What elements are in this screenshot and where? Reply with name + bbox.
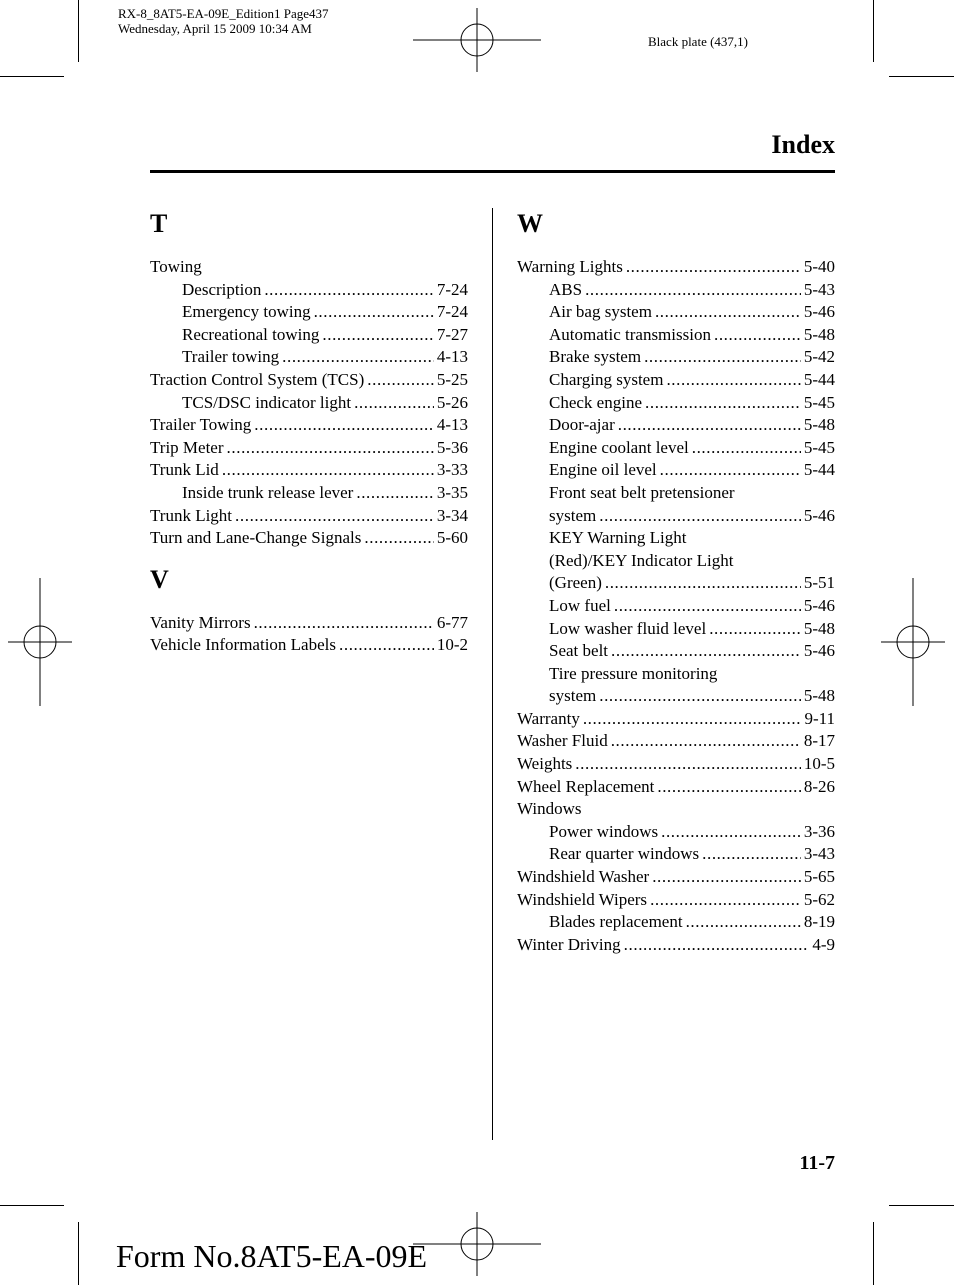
entry-text: system: [549, 686, 597, 706]
entry-page-ref: 5-51: [803, 573, 835, 593]
entry-text: Trailer Towing: [150, 415, 252, 435]
dot-leader: [605, 572, 801, 595]
dot-leader: [626, 256, 801, 279]
dot-leader: [585, 279, 801, 302]
dot-leader: [666, 369, 800, 392]
crop-mark-top-right-h: [889, 76, 954, 77]
entry-text: Windows: [517, 799, 582, 819]
entry-text: KEY Warning Light: [549, 528, 687, 548]
index-subentry: [150, 301, 468, 324]
entry-list: [517, 256, 835, 956]
index-subentry: [517, 821, 835, 844]
entry-text: Seat belt: [549, 641, 609, 661]
dot-leader: [702, 843, 801, 866]
index-subentry: [517, 392, 835, 415]
entry-page-ref: 5-45: [803, 392, 835, 412]
registration-mark-right: [881, 578, 945, 706]
entry-text: (Red)/KEY Indicator Light: [549, 550, 734, 570]
entry-page-ref: 7-24: [436, 279, 468, 299]
dot-leader: [692, 437, 801, 460]
header-rule: [150, 170, 835, 173]
registration-mark-left: [8, 578, 72, 706]
entry-page-ref: 5-40: [803, 257, 835, 276]
dot-leader: [356, 482, 433, 505]
entry-text: Front seat belt pretensioner: [549, 482, 735, 502]
dot-leader: [660, 459, 801, 482]
dot-leader: [282, 346, 434, 369]
entry-text: Trailer towing: [182, 347, 280, 367]
form-number: Form No.8AT5-EA-09E: [116, 1238, 428, 1274]
entry-text: Air bag system: [549, 302, 652, 322]
index-subentry: [517, 527, 835, 550]
index-entry: [517, 256, 835, 279]
dot-leader: [709, 618, 801, 641]
index-letter: T: [150, 209, 168, 238]
index-letter: V: [150, 564, 169, 594]
entry-text: Automatic transmission: [549, 324, 711, 344]
index-group-t: [150, 208, 468, 550]
index-subentry: [517, 663, 835, 686]
entry-page-ref: 5-46: [803, 302, 835, 322]
entry-page-ref: 5-43: [803, 279, 835, 299]
dot-leader: [227, 437, 434, 460]
dot-leader: [655, 301, 801, 324]
entry-page-ref: 5-48: [803, 324, 835, 344]
dot-leader: [614, 595, 801, 618]
entry-text: Engine oil level: [549, 460, 657, 480]
index-subentry: [517, 279, 835, 302]
entry-text: Trip Meter: [150, 437, 224, 457]
entry-page-ref: 5-36: [436, 437, 468, 457]
dot-leader: [714, 324, 801, 347]
entry-page-ref: 3-43: [803, 844, 835, 864]
entry-text: Emergency towing: [182, 302, 311, 322]
index-subentry: [517, 301, 835, 324]
entry-page-ref: 6-77: [436, 612, 468, 632]
entry-page-ref: 10-5: [803, 754, 835, 774]
dot-leader: [222, 459, 434, 482]
index-subentry: [517, 572, 835, 595]
index-entry: [517, 866, 835, 889]
entry-page-ref: 5-44: [803, 369, 835, 389]
index-entry: [517, 708, 835, 731]
entry-text: (Green): [549, 573, 602, 593]
entry-text: system: [549, 505, 597, 525]
index-entry: [150, 634, 468, 657]
index-subentry: [517, 459, 835, 482]
entry-page-ref: 3-36: [803, 821, 835, 841]
registration-mark-top: [413, 8, 541, 72]
dot-leader: [652, 866, 801, 889]
entry-text: Turn and Lane-Change Signals: [150, 528, 362, 548]
entry-page-ref: 3-35: [436, 482, 468, 502]
entry-text: Washer Fluid: [517, 731, 608, 751]
entry-text: Traction Control System (TCS): [150, 369, 365, 389]
entry-page-ref: 5-25: [436, 369, 468, 389]
entry-list: [150, 256, 468, 550]
dot-leader: [235, 505, 434, 528]
entry-page-ref: 5-46: [803, 595, 835, 615]
entry-page-ref: 5-46: [803, 641, 835, 661]
entry-page-ref: 5-48: [803, 686, 835, 706]
entry-page-ref: 5-62: [803, 889, 835, 909]
dot-leader: [339, 634, 434, 657]
registration-mark-bottom: [413, 1212, 541, 1276]
left-column: [150, 208, 468, 657]
crop-mark-top-left-h: [0, 76, 64, 77]
entry-page-ref: 5-48: [803, 415, 835, 435]
dot-leader: [644, 346, 801, 369]
entry-page-ref: 8-26: [803, 776, 835, 796]
entry-page-ref: 5-44: [803, 460, 835, 480]
entry-text: Weights: [517, 754, 573, 774]
entry-text: Description: [182, 279, 262, 299]
entry-page-ref: 4-9: [812, 934, 835, 954]
index-entry: [150, 256, 468, 279]
dot-leader: [686, 911, 801, 934]
entry-text: Inside trunk release lever: [182, 482, 354, 502]
column-divider: [492, 208, 493, 1140]
dot-leader: [254, 414, 434, 437]
dot-leader: [314, 301, 434, 324]
entry-text: Windshield Washer: [517, 867, 650, 887]
print-job-line: RX-8_8AT5-EA-09E_Edition1 Page437: [118, 6, 329, 21]
index-group-w: [517, 208, 835, 956]
index-subentry: [150, 392, 468, 415]
index-subentry: [517, 595, 835, 618]
dot-leader: [611, 730, 801, 753]
entry-page-ref: 5-42: [803, 347, 835, 367]
entry-text: Door-ajar: [549, 415, 615, 435]
entry-page-ref: 3-33: [436, 460, 468, 480]
dot-leader: [575, 753, 801, 776]
index-entry: [150, 527, 468, 550]
entry-list: [150, 612, 468, 657]
index-entry: [517, 730, 835, 753]
dot-leader: [618, 414, 801, 437]
entry-text: Low fuel: [549, 595, 611, 615]
index-subentry: [150, 346, 468, 369]
entry-text: Trunk Lid: [150, 460, 219, 480]
plate-label: Black plate (437,1): [648, 34, 748, 49]
crop-mark-top-right-v: [873, 0, 874, 62]
dot-leader: [264, 279, 434, 302]
dot-leader: [657, 776, 800, 799]
entry-text: Brake system: [549, 347, 642, 367]
entry-text: Vanity Mirrors: [150, 612, 251, 632]
page-number: 11-7: [799, 1152, 835, 1174]
entry-text: Windshield Wipers: [517, 889, 648, 909]
entry-text: Towing: [150, 257, 202, 276]
dot-leader: [650, 889, 801, 912]
entry-text: Check engine: [549, 392, 642, 412]
entry-page-ref: 10-2: [436, 635, 468, 655]
print-date-line: Wednesday, April 15 2009 10:34 AM: [118, 21, 312, 36]
entry-text: Rear quarter windows: [549, 844, 700, 864]
entry-text: Wheel Replacement: [517, 776, 655, 796]
index-subentry: [517, 618, 835, 641]
entry-page-ref: 5-65: [803, 867, 835, 887]
index-subentry: [517, 482, 835, 505]
entry-text: Tire pressure monitoring: [549, 663, 718, 683]
entry-page-ref: 5-46: [803, 505, 835, 525]
crop-mark-bottom-left-h: [0, 1205, 64, 1206]
index-subentry: [517, 369, 835, 392]
dot-leader: [322, 324, 433, 347]
index-subentry: [517, 640, 835, 663]
entry-page-ref: 5-48: [803, 618, 835, 638]
dot-leader: [367, 369, 434, 392]
index-entry: [517, 798, 835, 821]
index-entry: [150, 459, 468, 482]
entry-text: TCS/DSC indicator light: [182, 392, 352, 412]
index-entry: [517, 934, 835, 957]
index-subentry: [517, 685, 835, 708]
entry-page-ref: 4-13: [436, 347, 468, 367]
entry-page-ref: 3-34: [436, 505, 468, 525]
dot-leader: [611, 640, 801, 663]
entry-page-ref: 5-45: [803, 437, 835, 457]
dot-leader: [599, 685, 801, 708]
entry-text: Recreational towing: [182, 324, 320, 344]
index-entry: [517, 776, 835, 799]
entry-page-ref: 5-26: [436, 392, 468, 412]
entry-page-ref: 7-27: [436, 324, 468, 344]
entry-page-ref: 7-24: [436, 302, 468, 322]
index-subentry: [517, 324, 835, 347]
entry-text: Charging system: [549, 369, 664, 389]
entry-page-ref: 9-11: [804, 708, 835, 728]
entry-page-ref: 8-17: [803, 731, 835, 751]
index-subentry: [517, 550, 835, 573]
dot-leader: [364, 527, 433, 550]
index-entry: [150, 414, 468, 437]
dot-leader: [645, 392, 801, 415]
index-subentry: [517, 505, 835, 528]
entry-text: Engine coolant level: [549, 437, 689, 457]
print-job-info: [118, 6, 329, 36]
index-letter: W: [517, 209, 543, 238]
dot-leader: [661, 821, 801, 844]
index-subentry: [517, 346, 835, 369]
index-entry: [517, 753, 835, 776]
dot-leader: [599, 505, 801, 528]
entry-text: Blades replacement: [549, 912, 683, 932]
dot-leader: [354, 392, 434, 415]
entry-page-ref: 5-60: [436, 528, 468, 548]
entry-text: Warranty: [517, 708, 580, 728]
entry-page-ref: 4-13: [436, 415, 468, 435]
index-subentry: [150, 279, 468, 302]
crop-mark-bottom-right-v: [873, 1222, 874, 1285]
crop-mark-top-left-v: [78, 0, 79, 62]
entry-text: Vehicle Information Labels: [150, 635, 336, 655]
section-title: Index: [771, 130, 835, 159]
index-group-v: [150, 564, 468, 657]
crop-mark-bottom-left-v: [78, 1222, 79, 1285]
index-subentry: [517, 843, 835, 866]
dot-leader: [583, 708, 802, 731]
index-entry: [150, 505, 468, 528]
index-entry: [150, 612, 468, 635]
dot-leader: [254, 612, 434, 635]
entry-text: Power windows: [549, 821, 659, 841]
entry-text: Low washer fluid level: [549, 618, 707, 638]
entry-page-ref: 8-19: [803, 912, 835, 932]
crop-mark-bottom-right-h: [889, 1205, 954, 1206]
dot-leader: [624, 934, 810, 957]
index-subentry: [150, 482, 468, 505]
index-entry: [150, 369, 468, 392]
index-entry: [517, 889, 835, 912]
entry-text: Trunk Light: [150, 505, 233, 525]
index-entry: [150, 437, 468, 460]
entry-text: Warning Lights: [517, 257, 623, 276]
index-subentry: [517, 437, 835, 460]
index-subentry: [517, 911, 835, 934]
entry-text: Winter Driving: [517, 934, 621, 954]
index-subentry: [150, 324, 468, 347]
right-column: [517, 208, 835, 956]
index-subentry: [517, 414, 835, 437]
entry-text: ABS: [549, 279, 583, 299]
